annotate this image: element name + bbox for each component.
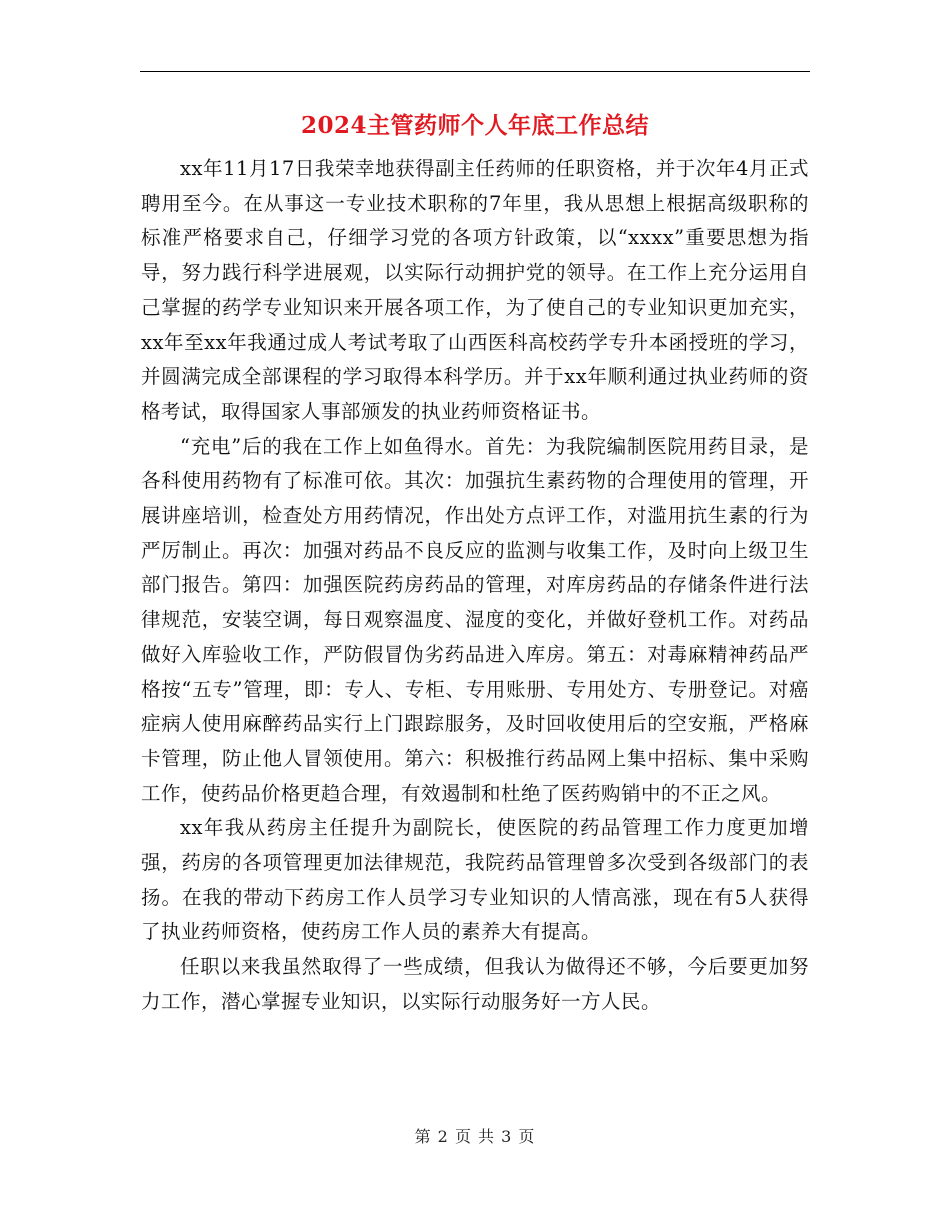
paragraph-2: “充电”后的我在工作上如鱼得水。首先：为我院编制医院用药目录，是各科使用药物有了标准可依。其次：加强抗生素药物的合理使用的管理，开展讲座培训，检查处方用药情况，作出处方点评工作，对滥用抗生素的行为严厉制止。再次：加强对药品不良反应的监测与收集工作，及时向上级卫生部门报告。第四：加强医院药房药品的管理，对库房药品的存储条件进行法律规范，安装空调，每日观察温度、湿度的变化，并做好登机工作。对药品做好入库验收工作，严防假冒伪劣药品进入库房。第五：对毒麻精神药品严格按“五专”管理，即：专人、专柜、专用账册、专用处方、专册登记。对癌症病人使用麻醉药品实行上门跟踪服务，及时回收使用后的空安瓶，严格麻卡管理，防止他人冒领使用。第六：积极推行药品网上集中招标、集中采购工作，使药品价格更趋合理，有效遏制和杜绝了医药购销中的不正之风。 [141,434,809,805]
paragraph-4: 任职以来我虽然取得了一些成绩，但我认为做得还不够，今后要更加努力工作，潜心掌握专业知识，以实际行动服务好一方人民。 [141,955,809,1013]
paragraph-1: xx年11月17日我荣幸地获得副主任药师的任职资格，并于次年4月正式聘用至今。在从事这一专业技术职称的7年里，我从思想上根据高级职称的标准严格要求自己，仔细学习党的各项方针政策，以“xxxx”重要思想为指导，努力践行科学进展观，以实际行动拥护党的领导。在工作上充分运用自己掌握的药学专业知识来开展各项工作，为了使自己的专业知识更加充实，xx年至xx年我通过成人考试考取了山西医科高校药学专升本函授班的学习，并圆满完成全部课程的学习取得本科学历。并于xx年顺利通过执业药师的资格考试，取得国家人事部颁发的执业药师资格证书。 [141,157,809,423]
header-rule [140,71,810,72]
document-body [141,152,809,1020]
document-title: 2024主管药师个人年底工作总结 [300,112,649,139]
paragraph-3: xx年我从药房主任提升为副院长，使医院的药品管理工作力度更加增强，药房的各项管理更加法律规范，我院药品管理曾多次受到各级部门的表扬。在我的带动下药房工作人员学习专业知识的人情高涨，现在有5人获得了执业药师资格，使药房工作人员的素养大有提高。 [141,816,809,944]
page-number-footer: 第 2 页 共 3 页 [414,1127,536,1146]
